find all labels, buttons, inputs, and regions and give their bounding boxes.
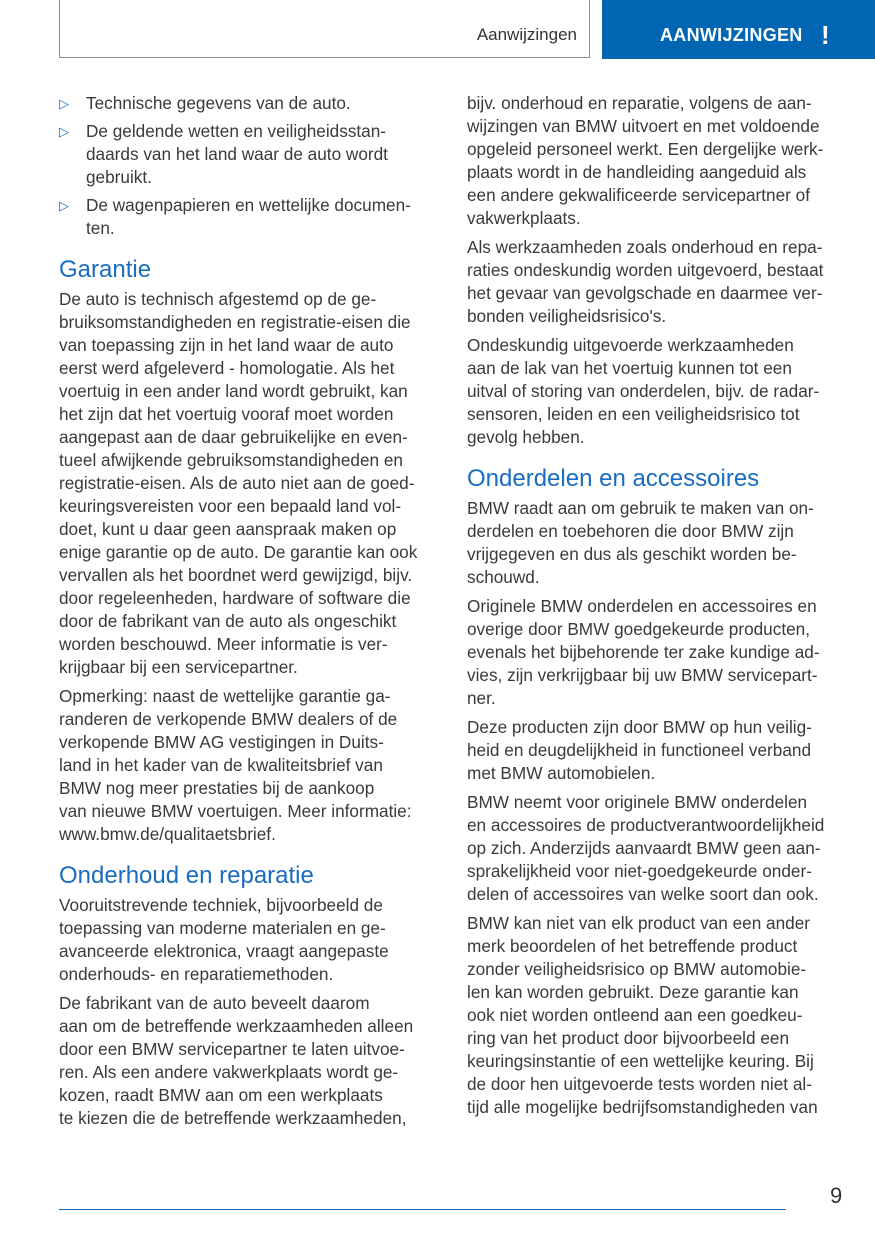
paragraph: Deze producten zijn door BMW op hun veilig- heid en deugdelijkheid in functioneel verband met BMW automobielen. — [467, 717, 812, 783]
triangle-bullet-icon: ▷ — [59, 198, 69, 213]
list-item — [59, 92, 444, 115]
paragraph: bijv. onderhoud en reparatie, volgens de aan- wijzingen van BMW uitvoert en met voldoende opgeleid personeel werkt. Een dergelijke werk- plaats wordt in de handleiding aangeduid als een andere gekwalificeerde servicepartner of vakwerkplaats. — [467, 93, 824, 228]
right-column — [467, 92, 857, 1125]
paragraph: BMW neemt voor originele BMW onderdelen en accessoires de productverantwoordelijkheid op zich. Anderzijds aanvaardt BMW geen aan- sprakelijkheid voor niet-goedgekeurde onder- delen of accessoires van welke soort dan ook. — [467, 792, 825, 904]
paragraph: BMW raadt aan om gebruik te maken van on- derdelen en toebehoren die door BMW zijn vrijgegeven en dus als geschikt worden be- schouwd. — [467, 498, 814, 587]
header-section-box — [59, 0, 590, 58]
heading-onderdelen: Onderdelen en accessoires — [467, 465, 760, 492]
paragraph: BMW kan niet van elk product van een ander merk beoordelen of het betreffende product zonder veiligheidsrisico op BMW automobie- len kan worden gebruikt. Deze garantie kan ook niet worden ontleend aan een goedkeu- ring van het product door bijvoorbeeld een keuringsinstantie of een wettelijke keuring. Bij de door hen uitgevoerde tests worden niet al- tijd alle mogelijke bedrijfsomstandigheden van — [467, 913, 818, 1117]
list-item — [59, 194, 444, 240]
header-section-title: Aanwijzingen — [476, 25, 577, 44]
triangle-bullet-icon: ▷ — [59, 124, 69, 139]
footer-rule — [59, 1209, 786, 1210]
paragraph: De fabrikant van de auto beveelt daarom aan om de betreffende werkzaamheden alleen door een BMW servicepartner te laten uitvoe- ren. Als een andere vakwerkplaats wordt ge- kozen, raadt BMW aan om een werkplaats te kiezen die de betreffende werkzaamheden, — [59, 993, 414, 1128]
header-chapter-tab — [602, 0, 875, 59]
heading-onderhoud: Onderhoud en reparatie — [59, 862, 314, 889]
triangle-bullet-icon: ▷ — [59, 96, 69, 111]
paragraph: Ondeskundig uitgevoerde werkzaamheden aan de lak van het voertuig kunnen tot een uitval of storing van onderdelen, bijv. de radar- sensoren, leiden en een veiligheidsrisico tot gevolg hebben. — [467, 335, 820, 447]
header-chapter-title: AANWIJZINGEN — [660, 25, 803, 45]
list-item-text: De geldende wetten en veiligheidsstan- daards van het land waar de auto wordt gebruikt. — [86, 121, 388, 187]
page-number: 9 — [830, 1183, 843, 1208]
list-item-text: De wagenpapieren en wettelijke documen- ten. — [86, 195, 411, 238]
list-item-text: Technische gegevens van de auto. — [86, 93, 351, 113]
left-column — [59, 92, 444, 1136]
paragraph: Als werkzaamheden zoals onderhoud en repa- raties ondeskundig worden uitgevoerd, bestaat het gevaar van gevolgschade en daarmee ver- bonden veiligheidsrisico's. — [467, 237, 824, 326]
paragraph: De auto is technisch afgestemd op de ge- bruiksomstandigheden en registratie-eisen die van toepassing zijn in het land waar de auto eerst werd afgeleverd - homologatie. Als het voertuig in een ander land wordt gebruikt, kan het zijn dat het voertuig vooraf moet worden aangepast aan de daar gebruikelijke en even- tueel afwijkende gebruiksomstandigheden en registratie-eisen. Als de auto niet aan de goed- keuringsvereisten voor een bepaald land vol- doet, kunt u daar geen aanspraak maken op enige garantie op de auto. De garantie kan ook vervallen als het boordnet werd gewijzigd, bijv. door regeleenheden, hardware of software die door de fabrikant van de auto als ongeschikt worden beschouwd. Meer informatie is ver- krijgbaar bij een servicepartner. — [59, 289, 418, 677]
exclamation-icon: ! — [821, 20, 830, 50]
bullet-list — [59, 92, 444, 240]
paragraph: Opmerking: naast de wettelijke garantie ga- randeren de verkopende BMW dealers of de verkopende BMW AG vestigingen in Duits- land in het kader van de kwaliteitsbrief van BMW nog meer prestaties bij de aankoop van nieuwe BMW voertuigen. Meer informatie: www.bmw.de/qualitaetsbrief. — [59, 686, 412, 844]
heading-garantie: Garantie — [59, 256, 152, 283]
paragraph: Originele BMW onderdelen en accessoires en overige door BMW goedgekeurde producten, evenals het bijbehorende ter zake kundige ad- vies, zijn verkrijgbaar bij uw BMW servicepart- ner. — [467, 596, 820, 708]
list-item — [59, 120, 444, 189]
paragraph: Vooruitstrevende techniek, bijvoorbeeld de toepassing van moderne materialen en ge- avanceerde elektronica, vraagt aangepaste onderhouds- en reparatiemethoden. — [59, 895, 389, 984]
